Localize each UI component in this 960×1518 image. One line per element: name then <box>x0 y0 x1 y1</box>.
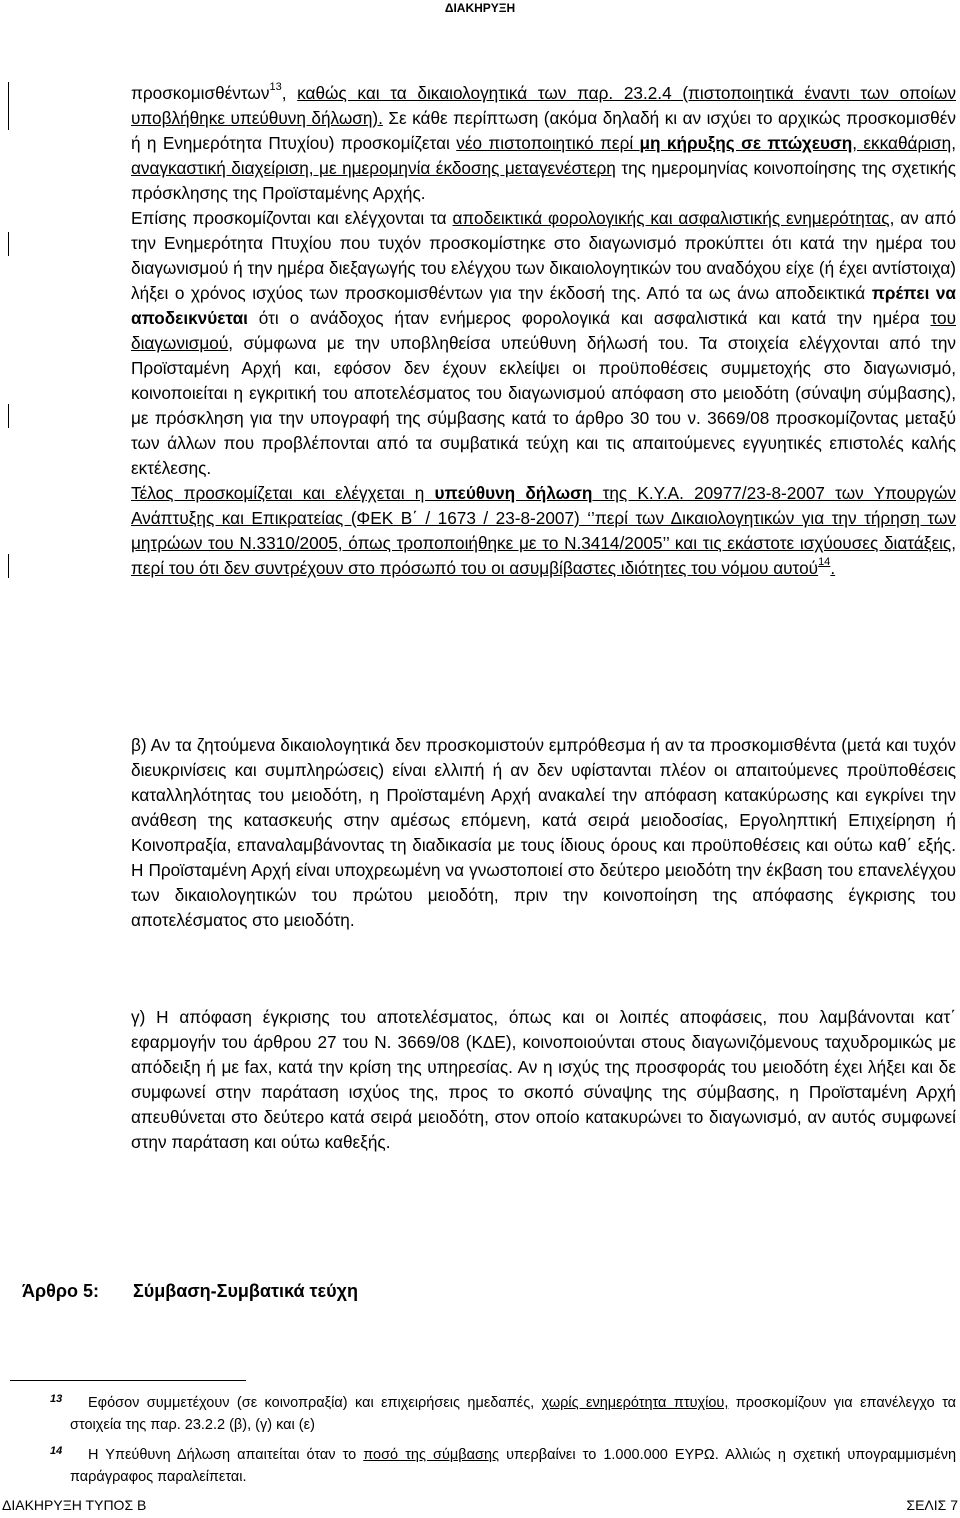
section-b <box>131 733 956 933</box>
footnote-separator <box>10 1380 246 1381</box>
section-a-paragraph <box>131 81 956 581</box>
underlined-text: Τέλος προσκομίζεται και ελέγχεται η <box>131 483 435 503</box>
text-run: προσκομισθέντων <box>131 83 270 103</box>
text-run: , <box>281 83 298 103</box>
text-run: Εφόσον συμμετέχουν (σε κοινοπραξία) και επιχειρήσεις ημεδαπές, <box>88 1395 542 1411</box>
change-bar <box>8 82 9 130</box>
underlined-text: . <box>830 558 836 578</box>
footnote-text <box>70 1392 956 1436</box>
underlined-text: καθώς και τα δικαιολογητικά των παρ. 23.2.4 (πιστοποιητικά έναντι των οποίων υποβλήθηκε υπεύθυνη δήλωση). <box>131 83 956 128</box>
footnote-text <box>70 1444 956 1488</box>
underlined-text: της Κ.Υ.Α. 20977/23-8-2007 των Υπουργών Ανάπτυξης και Επικρατείας (ΦΕΚ Β΄ / 1673 / 23-8-2007) ‘’περί των Δικαιολογητικών για την τήρηση των μητρώων του Ν.3310/2005, όπως τροποποιήθηκε με το Ν.3414/2005’’ και τις εκάστοτε ισχύουσες διατάξεις, περί του ότι δεν συντρέχουν στο πρόσωπό του οι ασυμβίβαστες ιδιότητες του νόμου αυτού <box>131 483 957 578</box>
text-run: Επίσης προσκομίζονται και ελέγχονται τα <box>131 208 453 228</box>
article-heading <box>22 1281 358 1302</box>
section-c-paragraph: γ) Η απόφαση έγκρισης του αποτελέσματος, όπως και οι λοιπές αποφάσεις, που λαμβάνονται κατ΄ εφαρμογήν του άρθρου 27 του Ν. 3669/08 (ΚΔΕ), κοινοποιούνται στους διαγωνιζόμενους ταχυδρομικώς με απόδειξη ή με fax, κατά την κρίση της υπηρεσίας. Αν η ισχύς της προσφοράς του μειοδότη έχει λήξει και δε συμφωνεί στην παράταση ισχύος της, προς το σκοπό σύναψης της σύμβασης, η Προϊσταμένη Αρχή απευθύνεται στο δεύτερο κατά σειρά μειοδότη, στον οποίο κατακυρώνει το διαγωνισμό, αν αυτός συμφωνεί στην παράταση και ούτω καθεξής. <box>131 1007 956 1152</box>
footer-left: ΔΙΑΚΗΡΥΞΗ ΤΥΠΟΣ Β <box>2 1497 147 1513</box>
section-a <box>131 81 956 581</box>
underlined-text: αποδεικτικά φορολογικής και ασφαλιστικής ενημερότητας <box>452 208 890 228</box>
footnote-ref-13[interactable]: 13 <box>269 81 282 94</box>
underlined-text: χωρίς ενημερότητα πτυχίου, <box>541 1395 729 1411</box>
change-bar <box>8 404 9 428</box>
section-c <box>131 1005 956 1155</box>
footnote-ref-14[interactable]: 14 <box>818 556 831 569</box>
text-run: υπερβαίνει το 1.000.000 ΕΥΡΩ. Αλλιώς η σχετική υπογραμμισμένη παράγραφος παραλείπεται. <box>70 1447 957 1485</box>
footnote-mark: 13 <box>50 1393 63 1405</box>
text-run: της ημερομηνίας κοινοποίησης της σχετικής πρόσκλησης της Προϊσταμένης Αρχής. <box>131 158 957 203</box>
text-run: , σύμφωνα με την υποβληθείσα υπεύθυνη δήλωσή του. Τα στοιχεία ελέγχονται από την Προϊσταμένη Αρχή και, εφόσον δεν έχουν εκλείψει οι προϋποθέσεις συμμετοχής στο διαγωνισμό, κοινοποιείται η εγκριτική του αποτελέσματος του διαγωνισμού απόφαση στο μειοδότη (σύναψη σύμβασης), με πρόσκληση για την υπογραφή της σύμβασης κατά το άρθρο 30 του ν. 3669/08 προσκομίζοντας μεταξύ των άλλων που προβλέπονται από τα συμβατικά τεύχη και τις απαιτούμενες εγγυητικές επιστολές καλής εκτέλεσης. <box>131 333 956 478</box>
article-title: Σύμβαση-Συμβατικά τεύχη <box>133 1281 358 1301</box>
footnote-14 <box>50 1444 957 1488</box>
page-header: ΔΙΑΚΗΡΥΞΗ <box>444 1 516 15</box>
bold-underlined-text: μη κήρυξης σε πτώχευση <box>639 133 853 153</box>
page-number: ΣΕΛΙΣ 7 <box>906 1497 958 1513</box>
footnote-mark: 14 <box>50 1445 63 1457</box>
change-bar <box>8 554 9 578</box>
text-run: προσκομίζουν για επανέλεγχο τα στοιχεία της παρ. 23.2.2 (β), (γ) και (ε) <box>70 1395 956 1433</box>
bold-text: πρέπει να αποδεικνύεται <box>131 283 956 328</box>
underlined-text: , εκκαθάριση, αναγκαστική διαχείριση, με ημερομηνία έκδοσης μεταγενέστερη <box>131 133 956 178</box>
underlined-text: ποσό της σύμβασης <box>363 1447 500 1463</box>
bold-underlined-text: υπεύθυνη δήλωση <box>434 483 593 503</box>
text-run: , αν από την Ενημερότητα Πτυχίου που τυχόν προσκομίστηκε στο διαγωνισμό προκύπτει ότι κατά την ημέρα του διαγωνισμού ή την ημέρα διεξαγωγής του ελέγχου των δικαιολογητικών του αναδόχου είχε (ή έχει αντίστοιχα) λήξει ο χρόνος ισχύος των προσκομισθέντων για την έκδοσή της. Από τα ως άνω αποδεικτικά <box>131 208 956 303</box>
underlined-text: του διαγωνισμού <box>131 308 956 353</box>
text-run: Η Υπεύθυνη Δήλωση απαιτείται όταν το <box>88 1447 364 1463</box>
footnote-13 <box>50 1392 956 1436</box>
article-number: Άρθρο 5: <box>22 1281 100 1301</box>
section-b-paragraph: β) Αν τα ζητούμενα δικαιολογητικά δεν προσκομιστούν εμπρόθεσμα ή αν τα προσκομισθέντα (μετά και τυχόν διευκρινίσεις και συμπληρώσεις) είναι ελλιπή ή αν δεν υφίστανται πλέον οι απαιτούμενες προϋποθέσεις καταλληλότητας του μειοδότη, η Προϊσταμένη Αρχή ανακαλεί την απόφαση κατακύρωσης και εγκρίνει την ανάθεση της κατασκευής στην αμέσως επόμενη, κατά σειρά μειοδοσίας, Εργοληπτική Επιχείρηση ή Κοινοπραξία, επαναλαμβάνοντας τη διαδικασία με τους ίδιους όρους και προϋποθέσεις και ούτω καθ΄ εξής. Η Προϊσταμένη Αρχή είναι υποχρεωμένη να γνωστοποιεί στο δεύτερο μειοδότη την έκβαση του επανελέγχου των δικαιολογητικών του πρώτου μειοδότη, πριν την κοινοποίηση της απόφασης έγκρισης του αποτελέσματος στο μειοδότη. <box>131 735 956 930</box>
text-run: ότι ο ανάδοχος ήταν ενήμερος φορολογικά και ασφαλιστικά και κατά την ημέρα <box>247 308 931 328</box>
change-bar <box>8 232 9 256</box>
underlined-text: νέο πιστοποιητικό περί <box>456 133 640 153</box>
text-run: Σε κάθε περίπτωση (ακόμα δηλαδή κι αν ισχύει το αρχικώς προσκομισθέν ή η Ενημερότητα Πτυχίου) προσκομίζεται <box>131 108 956 153</box>
